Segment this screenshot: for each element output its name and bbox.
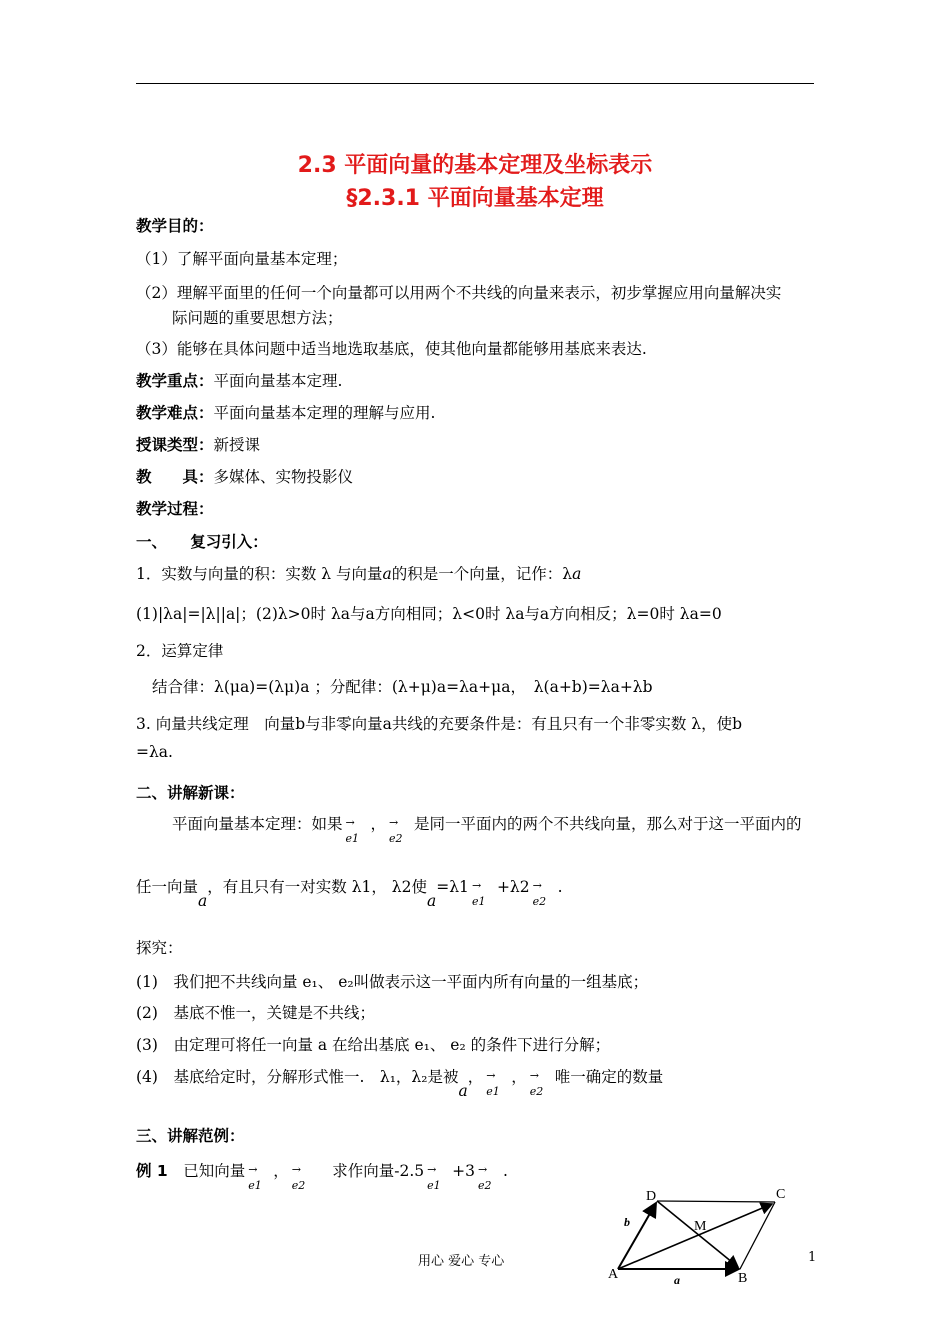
objective-item-continued: 际问题的重要思想方法； (172, 309, 343, 327)
section1-item3: 3. 向量共线定理 向量b与非零向量a共线的充要条件是：有且只有一个非零实数 λ，使b (136, 715, 743, 733)
difficulty-label: 教学难点： (136, 404, 214, 422)
explore-label: 探究： (136, 939, 183, 957)
document-title: 2.3 平面向量的基本定理及坐标表示 (297, 153, 653, 178)
difficulty (136, 402, 435, 424)
lesson-type (136, 434, 260, 456)
page-number: 1 (808, 1250, 817, 1265)
example-task: 求作向量-2.5 (332, 1162, 425, 1180)
objectives-heading: 教学目的： (136, 217, 214, 235)
vector-a: a (427, 892, 437, 910)
vector-e2: → e2 (478, 1163, 492, 1192)
theorem-plus: +λ2 (496, 878, 530, 896)
objective-item: （1）了解平面向量基本定理； (136, 250, 348, 268)
item1-suffix: 的积是一个向量，记作：λ (391, 565, 573, 583)
objective-item: （3）能够在具体问题中适当地选取基底，使其他向量都能够用基底来表达. (136, 340, 647, 358)
theorem-real-pair: ，有且只有一对实数 λ1， λ2使 (207, 878, 427, 896)
label-b: b (624, 1215, 630, 1229)
process-heading: 教学过程： (136, 500, 214, 518)
explore-point: (3) 由定理可将任一向量 a 在给出基底 e₁、 e₂ 的条件下进行分解； (136, 1036, 611, 1054)
explore-point: (1) 我们把不共线向量 e₁、 e₂叫做表示这一平面内所有向量的一组基底； (136, 973, 649, 991)
lesson-type-text: 新授课 (213, 436, 261, 454)
theorem-line1: 平面向量基本定理：如果 → e1 ， → e2 是同一平面内的两个不共线向量，那么对于这一平面内的 (172, 815, 802, 845)
theorem-part1: 平面向量基本定理：如果 (172, 815, 343, 833)
section3-heading: 三、讲解范例： (136, 1127, 245, 1145)
header-rule (136, 83, 814, 84)
vector-DB (657, 1201, 738, 1267)
section1-item3-continued: =λa. (136, 743, 173, 761)
section1-heading: 一、 复习引入： (136, 533, 268, 551)
theorem-equals: =λ1 (436, 878, 469, 896)
tools-label: 教 具： (136, 468, 214, 486)
explore-point-text: (4) 基底给定时，分解形式惟一. λ₁，λ₂是被 (136, 1068, 459, 1086)
side-DC (657, 1201, 775, 1202)
section1-laws: 结合律：λ(μa)=(λμ)a ；分配律：(λ+μ)a=λa+μa， λ(a+b)=λa+λb (152, 678, 653, 696)
section1-item1 (136, 563, 581, 585)
tools (136, 466, 353, 488)
item1-prefix: 1．实数与向量的积：实数 λ 与向量 (136, 565, 383, 583)
section1-item2: 2．运算定律 (136, 642, 224, 660)
example-plus: +3 (452, 1162, 475, 1180)
vector-a: a (458, 1082, 468, 1100)
label-B: B (738, 1271, 748, 1286)
vector-e1: → e1 (345, 816, 360, 845)
difficulty-text: 平面向量基本定理的理解与应用. (213, 404, 436, 422)
explore-point-4: (4) 基底给定时，分解形式惟一. λ₁，λ₂是被a， → e1 ， → e2 唯一确定的数量 (136, 1068, 664, 1100)
label-M: M (694, 1219, 707, 1234)
vector-e1: → e1 (486, 1069, 500, 1098)
theorem-part2: 是同一平面内的两个不共线向量，那么对于这一平面内的 (414, 815, 802, 833)
vector-a: a (382, 565, 392, 583)
explore-point-suffix: 唯一确定的数量 (554, 1068, 664, 1086)
key-point-label: 教学重点： (136, 372, 214, 390)
vector-e2: → e2 (529, 1069, 544, 1098)
example-1: 例 1 已知向量 → e1 ， → e2 求作向量-2.5 → e1 +3 → e2 . (136, 1162, 508, 1192)
vector-AC (618, 1204, 772, 1269)
vector-AD (618, 1203, 656, 1269)
lesson-type-label: 授课类型： (136, 436, 214, 454)
vector-a: a (198, 892, 208, 910)
example-text: 已知向量 (183, 1162, 246, 1180)
theorem-line2: 任一向量a，有且只有一对实数 λ1， λ2使a=λ1 → e1 +λ2 → e2 . (136, 878, 563, 910)
key-point (136, 370, 342, 392)
vector-e1: → e1 (248, 1163, 262, 1192)
side-BC (740, 1202, 775, 1269)
objective-item: （2）理解平面里的任何一个向量都可以用两个不共线的向量来表示，初步掌握应用向量解决实 (136, 284, 782, 302)
key-point-text: 平面向量基本定理. (213, 372, 343, 390)
label-D: D (646, 1189, 657, 1204)
label-a: a (674, 1273, 680, 1287)
example-label: 例 1 (136, 1162, 168, 1180)
footer-motto: 用心 爱心 专心 (418, 1254, 505, 1269)
parallelogram-diagram (600, 1178, 800, 1288)
tools-text: 多媒体、实物投影仪 (213, 468, 354, 486)
section-title: §2.3.1 平面向量基本定理 (346, 186, 604, 211)
section1-item1-properties: (1)|λa|=|λ||a|；(2)λ>0时 λa与a方向相同；λ<0时 λa与a方向相反；λ=0时 λa=0 (136, 605, 722, 623)
section2-heading: 二、讲解新课： (136, 784, 245, 802)
vector-e2: → e2 (291, 1163, 306, 1192)
vector-e2: → e2 (389, 816, 403, 845)
label-C: C (776, 1187, 786, 1202)
vector-a: a (572, 565, 582, 583)
explore-point: (2) 基底不惟一，关键是不共线； (136, 1004, 375, 1022)
theorem-any-vector: 任一向量 (136, 878, 199, 896)
vector-e1: → e1 (427, 1163, 441, 1192)
label-A: A (608, 1267, 619, 1282)
vector-e1: → e1 (471, 879, 486, 908)
vector-e2: → e2 (532, 879, 547, 908)
